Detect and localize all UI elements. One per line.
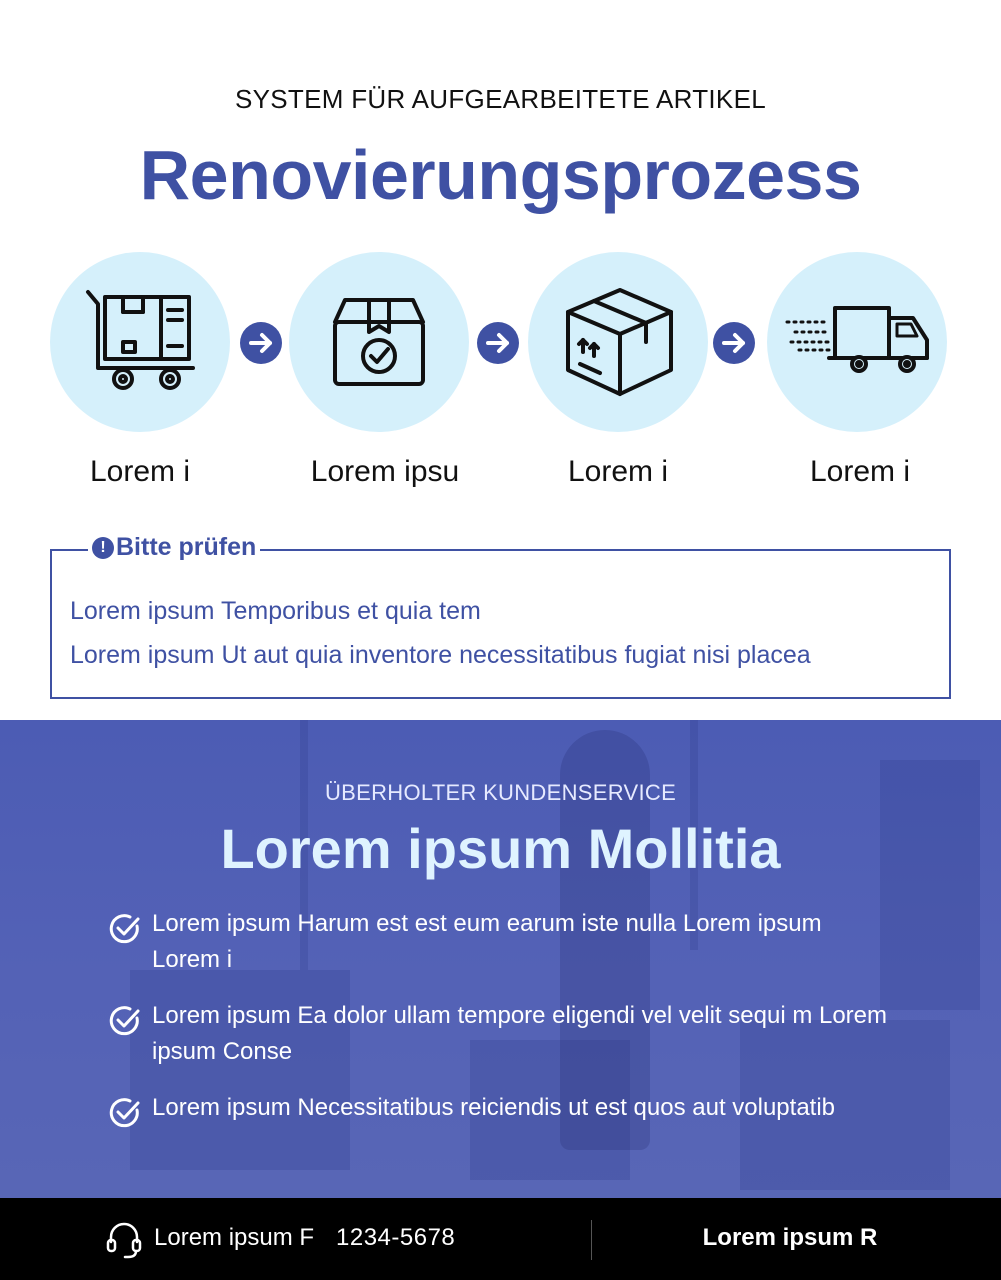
hotline-label: Lorem ipsum F [154, 1224, 315, 1251]
feature-text: Lorem ipsum Ea dolor ullam tempore eligendi vel velit sequi m Lorem ipsum Conse [152, 1002, 887, 1065]
service-eyebrow: ÜBERHOLTER KUNDENSERVICE [324, 780, 677, 805]
footer-bar [0, 1198, 1001, 1280]
step-label-4: Lorem i [809, 455, 911, 488]
page-title: Renovierungsprozess [139, 136, 862, 214]
phone-number[interactable]: 1234-5678 [336, 1224, 456, 1251]
step-2-circle [289, 252, 469, 432]
step-label-2: Lorem ipsu [310, 455, 460, 488]
check-circle-icon [108, 912, 142, 946]
notice-box [50, 533, 951, 699]
footer-right-label: Lorem ipsum R [702, 1224, 878, 1251]
feature-text: Lorem ipsum Necessitatibus reiciendis ut est quos aut voluptatib [152, 1094, 836, 1121]
notice-header [88, 533, 260, 562]
step-1-circle [50, 252, 230, 432]
notice-line: Lorem ipsum Temporibus et quia tem [70, 597, 481, 625]
service-section [0, 720, 1001, 1198]
exclamation-icon: ! [92, 537, 114, 559]
step-4-circle [767, 252, 947, 432]
warehouse-cart-icon [50, 252, 230, 432]
step-3-circle [528, 252, 708, 432]
notice-title: Bitte prüfen [116, 533, 257, 561]
check-circle-icon [108, 1004, 142, 1038]
section-eyebrow: SYSTEM FÜR AUFGEARBEITETE ARTIKEL [235, 84, 766, 114]
step-label-1: Lorem i [89, 455, 191, 488]
arrow-right-icon [240, 322, 282, 364]
arrow-right-icon [477, 322, 519, 364]
footer-divider [591, 1220, 592, 1260]
check-circle-icon [108, 1096, 142, 1130]
box-check-icon [289, 252, 469, 432]
headset-icon [104, 1220, 144, 1260]
delivery-truck-icon [767, 252, 947, 432]
notice-line: Lorem ipsum Ut aut quia inventore necessitatibus fugiat nisi placea [70, 641, 811, 669]
feature-text: Lorem ipsum Harum est est eum earum iste nulla Lorem ipsum Lorem i [152, 910, 822, 973]
service-title: Lorem ipsum Mollitia [220, 817, 781, 880]
package-box-icon [528, 252, 708, 432]
step-label-3: Lorem i [567, 455, 669, 488]
arrow-right-icon [713, 322, 755, 364]
